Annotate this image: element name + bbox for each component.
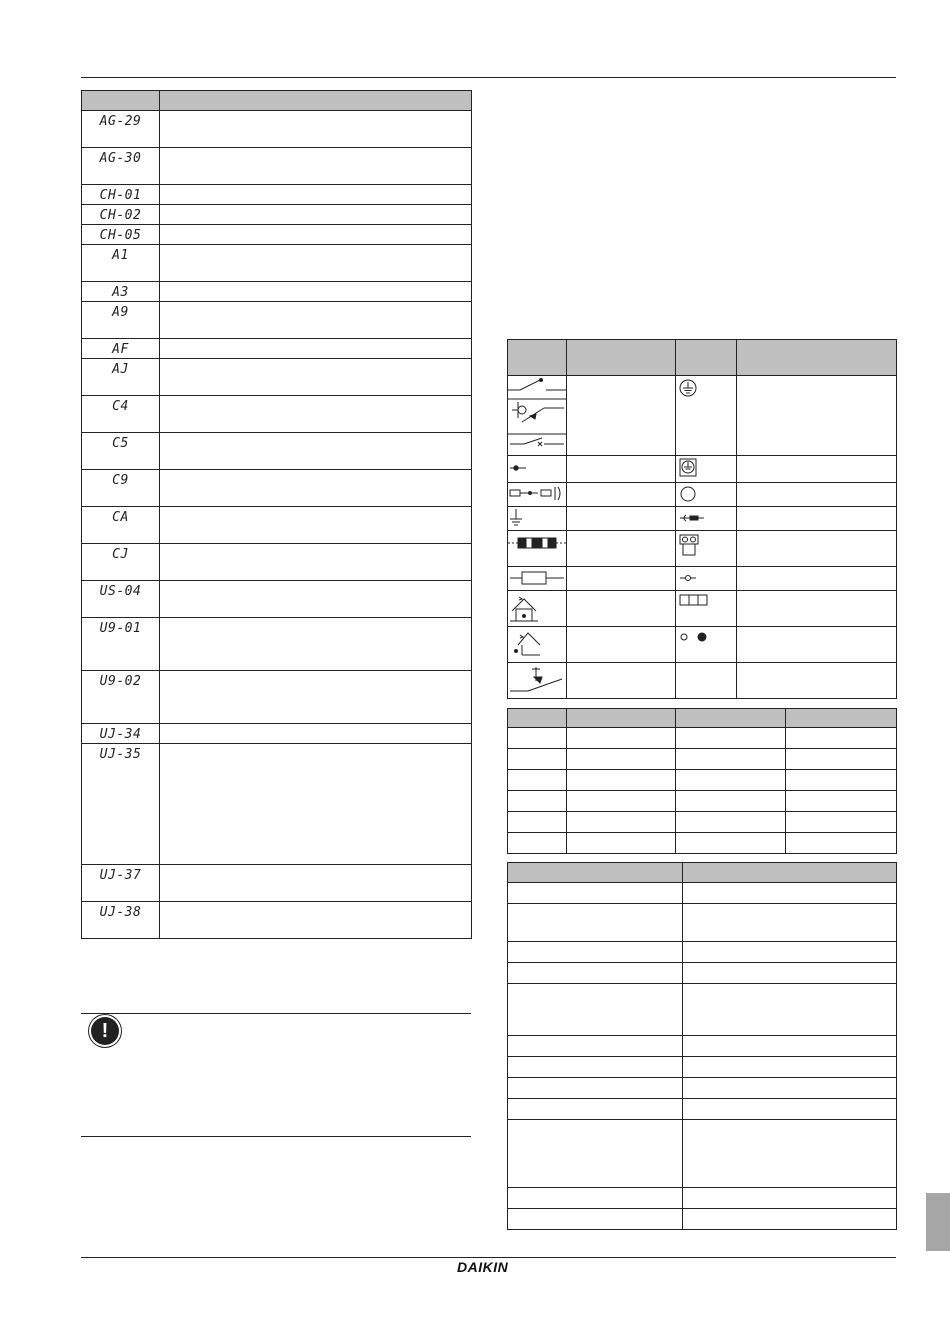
error-code-row [82, 865, 472, 902]
grid-cell [676, 791, 786, 812]
side-tab [926, 1193, 950, 1251]
footer-rule [81, 1257, 896, 1258]
grid-cell [786, 812, 897, 833]
component-row [508, 1036, 897, 1057]
component-row [508, 1209, 897, 1230]
error-code: CH-05 [82, 225, 160, 245]
grid-cell [567, 833, 676, 854]
grid-row [508, 770, 897, 791]
component-row [508, 1078, 897, 1099]
error-code: AF [82, 339, 160, 359]
error-code-row [82, 744, 472, 865]
error-code-row [82, 671, 472, 724]
component-row [508, 942, 897, 963]
grid-row [508, 833, 897, 854]
notice-bottom-rule [81, 1136, 471, 1137]
error-code: UJ-37 [82, 865, 160, 902]
table-header-row [82, 91, 472, 111]
component-code [508, 904, 683, 942]
component-code [508, 963, 683, 984]
component-code [508, 1209, 683, 1230]
error-code-row [82, 433, 472, 470]
legend-row [508, 507, 897, 531]
error-code-row [82, 111, 472, 148]
terminals-icon [676, 627, 736, 662]
legend-row [508, 567, 897, 591]
grid-cell [786, 728, 897, 749]
error-code-row [82, 724, 472, 744]
grid-row [508, 749, 897, 770]
noiseless-earth-icon [676, 456, 736, 482]
grid-cell [508, 749, 567, 770]
component-description [683, 1188, 897, 1209]
indoor-unit-icon [508, 591, 566, 626]
error-code-row [82, 581, 472, 618]
error-code-row [82, 302, 472, 339]
error-code: CJ [82, 544, 160, 581]
error-code: UJ-34 [82, 724, 160, 744]
error-code: UJ-38 [82, 902, 160, 939]
connection-icon [676, 567, 736, 590]
error-description [160, 225, 472, 245]
component-row [508, 963, 897, 984]
relay-connector-icon [676, 531, 736, 566]
component-description [683, 984, 897, 1036]
error-code: CH-02 [82, 205, 160, 225]
outdoor-unit-icon [508, 627, 566, 662]
error-description [160, 185, 472, 205]
error-code-row [82, 225, 472, 245]
component-code [508, 883, 683, 904]
grid-cell [786, 749, 897, 770]
error-description [160, 148, 472, 185]
error-code-row [82, 470, 472, 507]
error-description [160, 865, 472, 902]
component-table [507, 862, 897, 1230]
grid-header-row [508, 709, 897, 728]
error-code: U9-02 [82, 671, 160, 724]
error-code-row [82, 205, 472, 225]
error-code-row [82, 185, 472, 205]
component-description [683, 1120, 897, 1188]
grid-cell [567, 749, 676, 770]
grid-cell [786, 770, 897, 791]
legend-header-row [508, 340, 897, 376]
grid-cell [567, 812, 676, 833]
error-code: U9-01 [82, 618, 160, 671]
legend-row [508, 456, 897, 483]
junction-icon [508, 456, 566, 482]
error-description [160, 618, 472, 671]
error-code: AJ [82, 359, 160, 396]
grid-cell [567, 728, 676, 749]
daikin-logo: DAIKIN [457, 1259, 509, 1275]
component-code [508, 1057, 683, 1078]
error-description [160, 359, 472, 396]
error-code-row [82, 282, 472, 302]
error-description [160, 902, 472, 939]
switch-icon [508, 376, 566, 455]
component-code [508, 984, 683, 1036]
legend-row [508, 483, 897, 507]
component-header-row [508, 863, 897, 883]
legend-row [508, 591, 897, 627]
error-description [160, 744, 472, 865]
component-description [683, 1057, 897, 1078]
component-code [508, 1036, 683, 1057]
error-description [160, 724, 472, 744]
legend-row [508, 663, 897, 699]
error-code: AG-30 [82, 148, 160, 185]
header-rule [81, 77, 896, 78]
error-code-table [81, 90, 472, 939]
legend-row [508, 376, 897, 456]
terminal-strip-icon [676, 591, 736, 626]
exclamation-icon: ! [91, 1017, 119, 1045]
component-row [508, 1099, 897, 1120]
grid-cell [676, 770, 786, 791]
component-row [508, 1188, 897, 1209]
component-code [508, 1099, 683, 1120]
error-code: AG-29 [82, 111, 160, 148]
component-code [508, 1120, 683, 1188]
component-description [683, 1036, 897, 1057]
grid-cell [508, 833, 567, 854]
error-description [160, 205, 472, 225]
component-description [683, 1078, 897, 1099]
error-code: UJ-35 [82, 744, 160, 865]
component-row [508, 984, 897, 1036]
plug-icon [676, 507, 736, 530]
grid-cell [676, 728, 786, 749]
grid-cell [676, 833, 786, 854]
component-description [683, 942, 897, 963]
error-code-row [82, 359, 472, 396]
notice-top-rule [81, 1013, 471, 1014]
error-description [160, 671, 472, 724]
error-description [160, 111, 472, 148]
abbreviation-grid-table [507, 708, 897, 854]
error-description [160, 302, 472, 339]
component-row [508, 904, 897, 942]
error-description [160, 470, 472, 507]
error-description [160, 396, 472, 433]
protective-earth-icon [676, 376, 736, 406]
grid-cell [786, 833, 897, 854]
component-description [683, 904, 897, 942]
error-description [160, 282, 472, 302]
error-code-row [82, 544, 472, 581]
error-code: C5 [82, 433, 160, 470]
grid-cell [676, 812, 786, 833]
grid-cell [567, 791, 676, 812]
grid-row [508, 728, 897, 749]
component-row [508, 1120, 897, 1188]
error-code: C9 [82, 470, 160, 507]
legend-row [508, 531, 897, 567]
symbol-legend-table [507, 339, 897, 699]
error-description [160, 339, 472, 359]
component-description [683, 1209, 897, 1230]
connector-icon [508, 483, 566, 506]
error-code: A1 [82, 245, 160, 282]
error-code-row [82, 148, 472, 185]
grid-cell [567, 770, 676, 791]
error-code: CA [82, 507, 160, 544]
error-code-row [82, 902, 472, 939]
fuse-icon [508, 567, 566, 590]
error-description [160, 581, 472, 618]
wire-clamp-icon [508, 531, 566, 566]
grid-row [508, 812, 897, 833]
error-description [160, 433, 472, 470]
error-code-row [82, 339, 472, 359]
error-description [160, 507, 472, 544]
earth-icon [508, 507, 566, 530]
error-code-row [82, 245, 472, 282]
component-description [683, 963, 897, 984]
grid-cell [508, 770, 567, 791]
component-description [683, 1099, 897, 1120]
grid-cell [786, 791, 897, 812]
error-code-row [82, 618, 472, 671]
error-code: US-04 [82, 581, 160, 618]
legend-row [508, 627, 897, 663]
error-code: C4 [82, 396, 160, 433]
grid-row [508, 791, 897, 812]
error-description [160, 245, 472, 282]
component-code [508, 942, 683, 963]
grid-cell [508, 728, 567, 749]
error-code: A9 [82, 302, 160, 339]
error-code: CH-01 [82, 185, 160, 205]
error-code: A3 [82, 282, 160, 302]
grid-cell [508, 812, 567, 833]
grid-cell [676, 749, 786, 770]
error-code-row [82, 396, 472, 433]
component-code [508, 1188, 683, 1209]
component-row [508, 883, 897, 904]
circle-icon [676, 483, 736, 506]
error-description [160, 544, 472, 581]
error-code-row [82, 507, 472, 544]
residual-current-device-icon [508, 663, 566, 698]
component-code [508, 1078, 683, 1099]
component-row [508, 1057, 897, 1078]
grid-cell [508, 791, 567, 812]
component-description [683, 883, 897, 904]
